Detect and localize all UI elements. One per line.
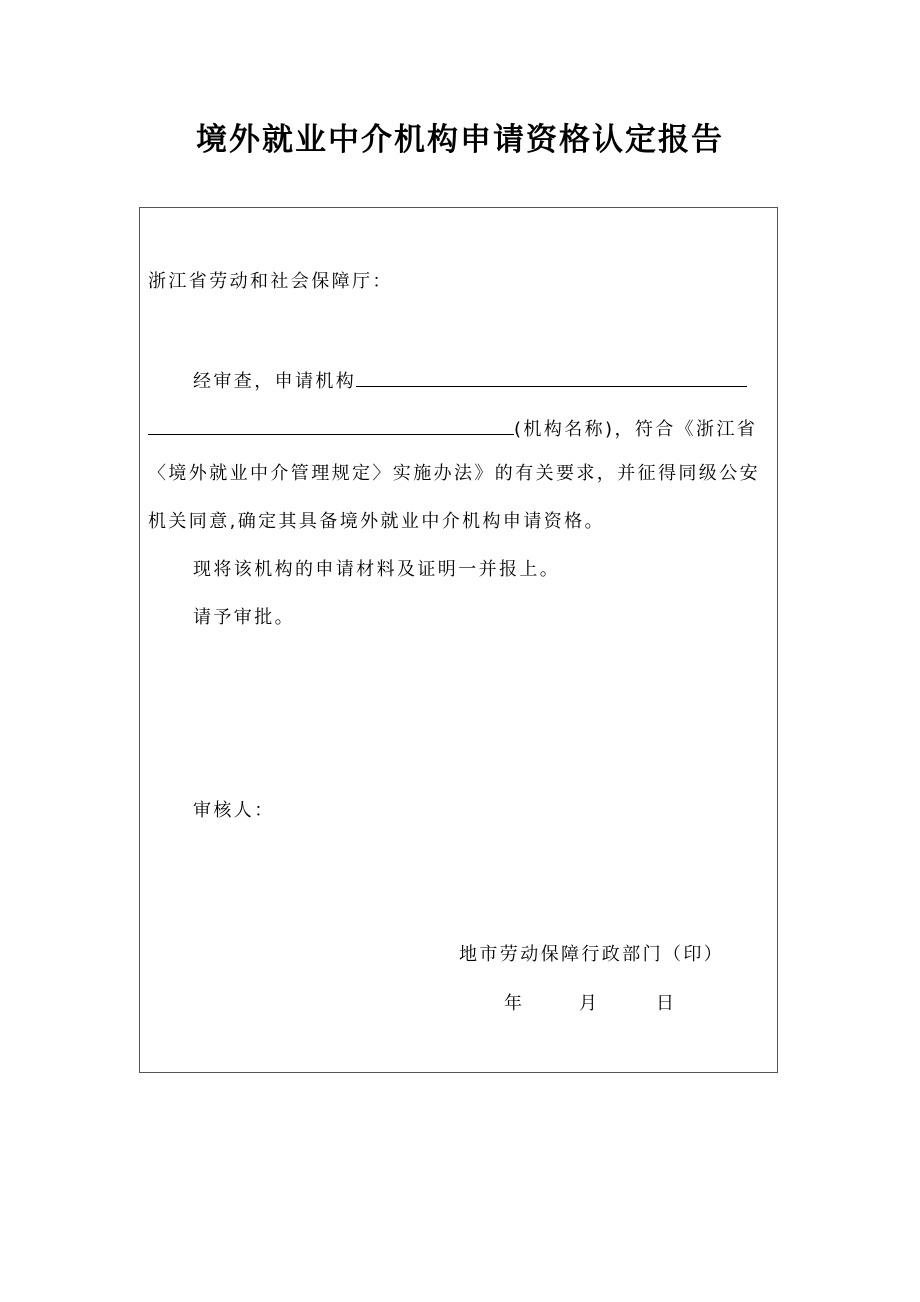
body-line-6: 请予审批。 <box>193 607 295 628</box>
body-line-2-text: (机构名称)，符合《浙江省 <box>514 419 758 440</box>
body-line-3: 〈境外就业中介管理规定〉实施办法》的有关要求，并征得同级公安 <box>148 463 760 484</box>
institution-name-blank[interactable] <box>356 366 747 387</box>
body-line-5: 现将该机构的申请材料及证明一并报上。 <box>193 559 561 580</box>
date-year-label: 年 <box>504 993 525 1014</box>
reviewer-label: 审核人： <box>193 800 275 821</box>
date-month-label: 月 <box>579 993 600 1014</box>
institution-name-blank-continued[interactable] <box>148 414 514 435</box>
date-day-label: 日 <box>656 993 677 1014</box>
addressee: 浙江省劳动和社会保障厅： <box>148 271 393 292</box>
body-line-1-text: 经审查，申请机构 <box>193 371 357 392</box>
department-seal-label: 地市劳动保障行政部门（印） <box>459 944 725 965</box>
body-line-4: 机关同意,确定其具备境外就业中介机构申请资格。 <box>148 511 605 532</box>
document-title: 境外就业中介机构申请资格认定报告 <box>196 122 724 158</box>
body-line-2 <box>148 414 757 442</box>
body-line-1 <box>193 366 747 394</box>
